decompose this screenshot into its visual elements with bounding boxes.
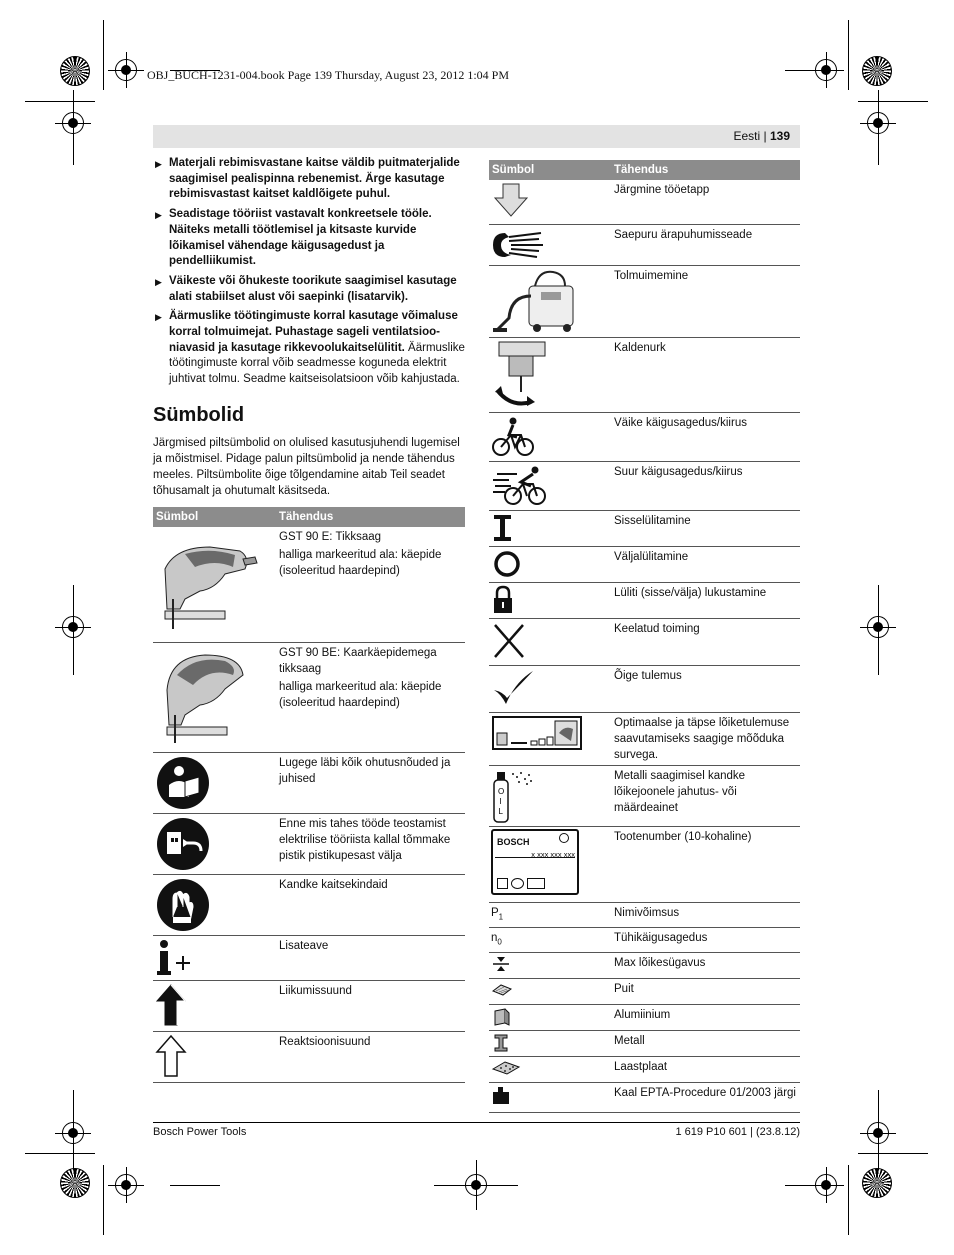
oil-label-letter: L: [498, 806, 503, 816]
nameplate-number: x xxx xxx xxx: [531, 849, 575, 859]
symbol-meaning: Lugege läbi kõik ohutusnõuded ja juhised: [276, 752, 465, 813]
wood-icon: [489, 979, 611, 1005]
nameplate-icon: [489, 826, 611, 902]
symbol-meaning: Tühikäigusagedus: [611, 927, 800, 952]
table-row: [489, 265, 800, 337]
lock-icon: [489, 582, 611, 618]
table-row: [489, 180, 800, 224]
read-manual-icon: [153, 752, 276, 813]
triangle-bullet-icon: ▶: [155, 312, 162, 323]
table-row: [153, 874, 465, 935]
registration-mark-icon: [867, 1122, 889, 1144]
bullet-item: ▶ Materjali rebimisvastane kaitse väldib puitmaterjalide saagimisel pealispinna rebenemist. Ärge kasutage rebimisvastast kaitset kaldlõigete puhul.: [155, 157, 460, 201]
table-row: [153, 752, 465, 813]
symbol-meaning: Liikumissuund: [276, 980, 465, 1031]
symbol-meaning: Saepuru ärapuhumisseade: [611, 224, 800, 265]
symbol-meaning: GST 90 E: Tikksaag halliga markeeritud ala: käepide (isoleeritud haardepind): [276, 527, 465, 642]
table-row: [489, 927, 800, 952]
symbol-meaning: GST 90 BE: Kaarkäepidemega tikksaag halliga markeeritud ala: käepide (isoleeritud haardepind): [276, 642, 465, 752]
registration-mark-icon: [867, 112, 889, 134]
registration-mark-icon: [115, 59, 137, 81]
table-row: [489, 1005, 800, 1031]
table-row: [489, 712, 800, 765]
header-language: Eesti: [733, 129, 761, 143]
registration-mark-icon: [62, 1122, 84, 1144]
color-rosette-icon: [60, 56, 90, 86]
table-row: [153, 527, 465, 642]
jigsaw-gst90be-image: [153, 642, 276, 752]
registration-mark-icon: [62, 616, 84, 638]
page-header-bar: [153, 125, 800, 148]
symbol-meaning: Järgmine tööetapp: [611, 180, 800, 224]
bullet-item: ▶ Äärmuslike töötingimuste korral kasutage võimaluse korral tolmuimejat. Puhastage sageli ventilatsiooniavasid ja kasutage rikkevoolukaitselülitit. Äärmuslike töötingimuste korral võib seadmesse koguneda elektrit juhtivat tolmu. Seadme kaitseisolatsioon võib kahjustada.: [155, 310, 465, 386]
table-row: [489, 618, 800, 665]
symbol-meaning: Tootenumber (10-kohaline): [611, 826, 800, 902]
table-row: [489, 546, 800, 582]
weight-icon: [489, 1083, 611, 1113]
table-row: [489, 979, 800, 1005]
column-header-meaning: Tähendus: [276, 507, 465, 527]
registration-mark-icon: [115, 1174, 137, 1196]
oil-label-letter: I: [499, 796, 502, 806]
table-row: [489, 1083, 800, 1113]
table-row: [489, 1057, 800, 1083]
circle-symbol-icon: [511, 878, 524, 889]
table-row: [489, 461, 800, 510]
symbol-meaning: Lisateave: [276, 935, 465, 980]
slow-bike-icon: [489, 412, 611, 461]
section-title: Sümbolid: [153, 404, 245, 426]
column-header-symbol: Sümbol: [153, 507, 276, 527]
footer-right: 1 619 P10 601 | (23.8.12): [675, 1126, 800, 1138]
dust-blowing-icon: [489, 224, 611, 265]
table-row: [153, 935, 465, 980]
safety-bullet-list: [153, 156, 465, 392]
symbol-meaning: Reaktsioonisuund: [276, 1031, 465, 1082]
column-header-meaning: Tähendus: [611, 160, 800, 180]
registration-mark-icon: [465, 1174, 487, 1196]
symbol-meaning: Kaldenurk: [611, 337, 800, 412]
symbol-meaning: Max lõikesügavus: [611, 953, 800, 979]
table-row: [153, 980, 465, 1031]
symbol-meaning: Sisselülitamine: [611, 510, 800, 546]
table-row: [489, 765, 800, 826]
aluminium-icon: [489, 1005, 611, 1031]
triangle-bullet-icon: ▶: [155, 159, 162, 169]
color-rosette-icon: [862, 56, 892, 86]
triangle-bullet-icon: ▶: [155, 210, 162, 221]
cross-icon: [489, 618, 611, 665]
footer-left: Bosch Power Tools: [153, 1126, 247, 1138]
symbol-meaning: Suur käigusagedus/kiirus: [611, 461, 800, 510]
arrow-up-filled-icon: [153, 980, 276, 1031]
symbol-meaning: Väike käigusagedus/kiirus: [611, 412, 800, 461]
table-row: [489, 902, 800, 927]
table-row: [489, 665, 800, 712]
fast-bike-icon: [489, 461, 611, 510]
header-separator: |: [763, 129, 767, 143]
oil-spray-icon: [489, 765, 611, 826]
registration-mark-icon: [815, 59, 837, 81]
table-row: [489, 224, 800, 265]
p1-symbol: $P_1$: [489, 902, 611, 927]
symbol-meaning: Väljalülitamine: [611, 546, 800, 582]
registration-mark-icon: [867, 616, 889, 638]
symbol-meaning: Nimivõimsus: [611, 902, 800, 927]
chipboard-icon: [489, 1057, 611, 1083]
unplug-icon: [153, 813, 276, 874]
symbol-meaning: Enne mis tahes tööde teostamist elektrilise tööriista kallal tõmmake pistik pistikupesast välja: [276, 813, 465, 874]
bullet-item: ▶ Seadistage tööriist vastavalt konkreetsele tööle. Näiteks metalli töötlemisel ja kitsaste kurvide lõikamisel vähendage käigusagedust ja pendelliikumist.: [155, 208, 432, 268]
symbol-meaning: Metalli saagimisel kandke lõikejoonele jahutus- või määrdeainet: [611, 765, 800, 826]
symbol-table-left: [153, 507, 465, 1083]
speed-scale-icon: [489, 712, 611, 765]
vacuum-cleaner-icon: [489, 265, 611, 337]
page-number: 139: [769, 129, 790, 143]
table-row: [489, 412, 800, 461]
table-row: [489, 510, 800, 546]
table-row: [153, 1031, 465, 1082]
symbol-table-right: [489, 160, 800, 1113]
symbol-meaning: Laastplaat: [611, 1057, 800, 1083]
arrow-down-icon: [489, 180, 611, 224]
symbol-meaning: Keelatud toiming: [611, 618, 800, 665]
bosch-logo-icon: [559, 833, 569, 843]
symbol-meaning: Tolmuimemine: [611, 265, 800, 337]
registration-mark-icon: [62, 112, 84, 134]
power-on-icon: [489, 510, 611, 546]
table-row: [489, 337, 800, 412]
power-off-icon: [489, 546, 611, 582]
symbol-meaning: Kandke kaitsekindaid: [276, 874, 465, 935]
symbol-meaning: Kaal EPTA-Procedure 01/2003 järgi: [611, 1083, 800, 1113]
column-header-symbol: Sümbol: [489, 160, 611, 180]
gloves-icon: [153, 874, 276, 935]
symbol-meaning: Lüliti (sisse/välja) lukustamine: [611, 582, 800, 618]
square-symbol-icon: [497, 878, 508, 889]
symbol-meaning: Alumiinium: [611, 1005, 800, 1031]
n0-symbol: $n_0$: [489, 927, 611, 952]
table-row: [489, 582, 800, 618]
info-plus-icon: [153, 935, 276, 980]
bullet-item: ▶ Väikeste või õhukeste toorikute saagimisel kasutage alati stabiilset alust või saepinki (lisatarvik).: [155, 274, 457, 303]
table-row: [153, 813, 465, 874]
check-icon: [489, 665, 611, 712]
color-rosette-icon: [862, 1168, 892, 1198]
rectangle-symbol-icon: [527, 878, 545, 889]
color-rosette-icon: [60, 1168, 90, 1198]
print-info-line: OBJ_BUCH-1231-004.book Page 139 Thursday, August 23, 2012 1:04 PM: [147, 68, 510, 82]
table-row: [489, 1031, 800, 1057]
cut-depth-icon: [489, 953, 611, 979]
symbol-meaning: Puit: [611, 979, 800, 1005]
page-header: [733, 129, 790, 143]
table-row: [153, 642, 465, 752]
nameplate-brand: BOSCH: [497, 836, 530, 847]
section-intro: Järgmised piltsümbolid on olulised kasutusjuhendi lugemisel ja mõistmisel. Pidage palun piltsümbolid ja nende tähendus meeles. Piltsümbolite õige tõlgendamine aitab Teil seadet tõhusamalt ja ohutumalt käsitseda.: [153, 437, 460, 497]
footer-divider: [153, 1122, 800, 1123]
bevel-angle-icon: [489, 337, 611, 412]
metal-icon: [489, 1031, 611, 1057]
registration-mark-icon: [815, 1174, 837, 1196]
table-row: [489, 953, 800, 979]
symbol-meaning: Õige tulemus: [611, 665, 800, 712]
oil-label-letter: O: [498, 786, 505, 796]
jigsaw-gst90e-image: [153, 527, 276, 642]
arrow-up-outline-icon: [153, 1031, 276, 1082]
table-row: [489, 826, 800, 902]
symbol-meaning: Optimaalse ja täpse lõiketulemuse saavutamiseks saagige mõõduka survega.: [611, 712, 800, 765]
symbol-meaning: Metall: [611, 1031, 800, 1057]
triangle-bullet-icon: ▶: [155, 276, 162, 287]
